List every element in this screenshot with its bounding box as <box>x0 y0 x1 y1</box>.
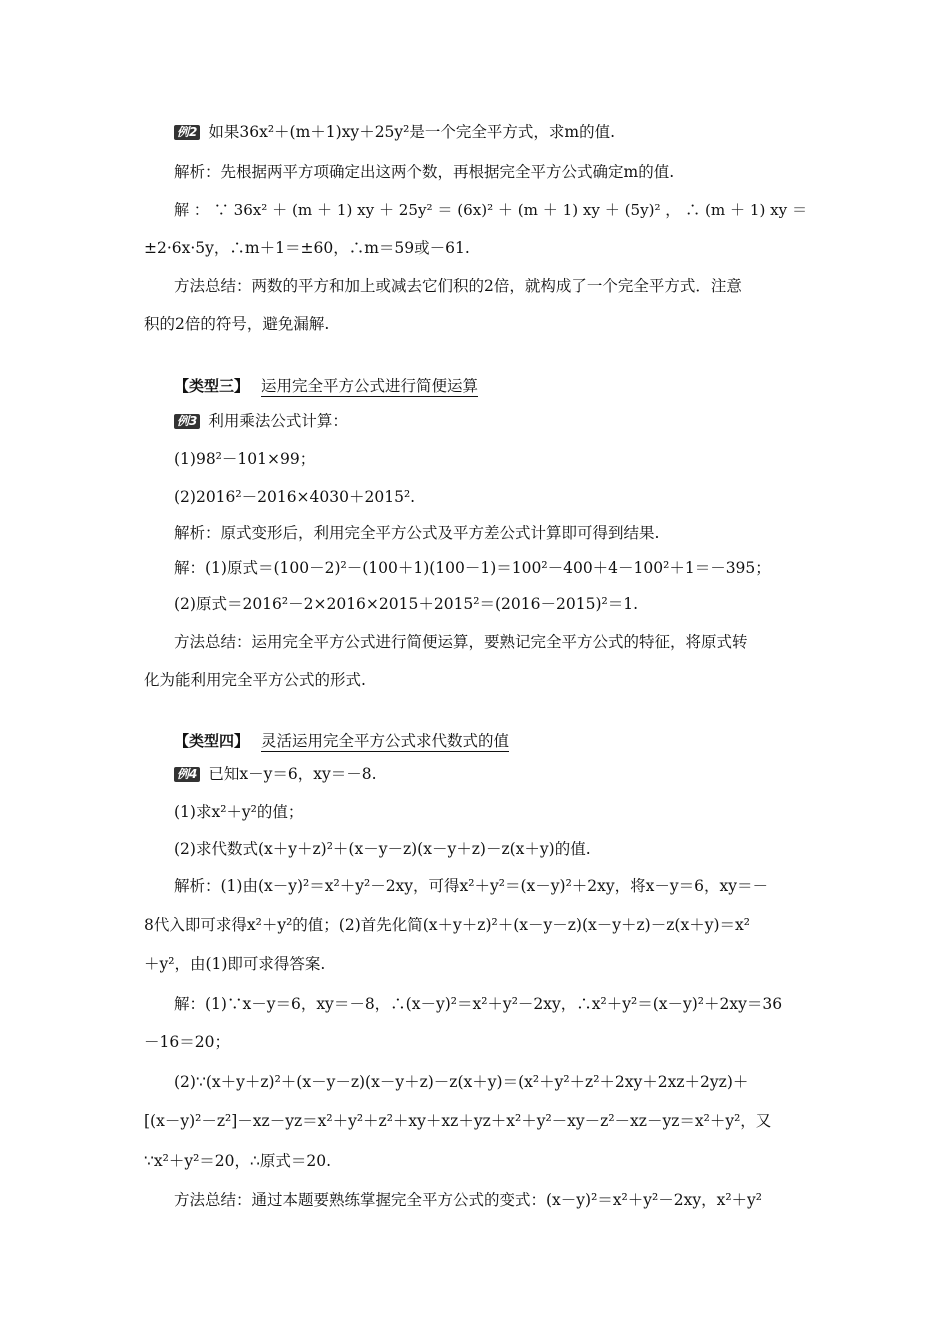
example3-question-line <box>174 411 348 431</box>
example4-analysis-line3: ＋y²，由(1)即可求得答案. <box>144 955 326 973</box>
example2-analysis: 解析：先根据两平方项确定出这两个数，再根据完全平方公式确定m的值. <box>174 163 675 181</box>
example4-item1: (1)求x²＋y²的值； <box>174 803 304 821</box>
example4-summary-line1: 方法总结：通过本题要熟练掌握完全平方公式的变式：(x－y)²＝x²＋y²－2xy，x²＋y² <box>174 1191 763 1209</box>
example3-badge: 例3 <box>174 414 200 429</box>
example2-solution-line2: ±2·6x·5y，∴m＋1＝±60，∴m＝59或－61. <box>144 239 470 257</box>
example4-analysis-line2: 8代入即可求得x²＋y²的值；(2)首先化简(x＋y＋z)²＋(x－y－z)(x－y＋z)－z(x＋y)＝x² <box>144 916 750 934</box>
example2-solution-line1: 解 ： ∵ 36x² ＋ (m ＋ 1) xy ＋ 25y² ＝ (6x)² ＋ (m ＋ 1) xy ＋ (5y)² ， ∴ (m ＋ 1) xy ＝ <box>174 201 808 219</box>
type3-title: 运用完全平方公式进行简便运算 <box>261 377 479 395</box>
example3-analysis: 解析：原式变形后，利用完全平方公式及平方差公式计算即可得到结果. <box>174 524 660 542</box>
example4-solution-line3: (2)∵(x＋y＋z)²＋(x－y－z)(x－y＋z)－z(x＋y)＝(x²＋y²＋z²＋2xy＋2xz＋2yz)＋ <box>174 1073 749 1091</box>
example2-question-line <box>174 122 615 142</box>
example3-item1: (1)98²－101×99； <box>174 450 316 468</box>
example2-summary-line1: 方法总结：两数的平方和加上或减去它们积的2倍，就构成了一个完全平方式．注意 <box>174 277 742 295</box>
example4-question: 已知x－y＝6，xy＝－8. <box>208 765 377 783</box>
example3-solution1: 解：(1)原式＝(100－2)²－(100＋1)(100－1)＝100²－400＋4－100²＋1＝－395； <box>174 559 771 577</box>
example4-item2: (2)求代数式(x＋y＋z)²＋(x－y－z)(x－y＋z)－z(x＋y)的值. <box>174 840 591 858</box>
example4-badge: 例4 <box>174 767 200 782</box>
example4-solution-line4: [(x－y)²－z²]－xz－yz＝x²＋y²＋z²＋xy＋xz＋yz＋x²＋y²－xy－z²－xz－yz＝x²＋y²，又 <box>144 1112 772 1130</box>
example4-question-line <box>174 764 377 784</box>
example3-solution2: (2)原式＝2016²－2×2016×2015＋2015²＝(2016－2015)²＝1. <box>174 595 638 613</box>
type3-heading <box>174 376 478 396</box>
example4-solution-line2: －16＝20； <box>144 1033 230 1051</box>
example4-analysis-line1: 解析：(1)由(x－y)²＝x²＋y²－2xy，可得x²＋y²＝(x－y)²＋2xy，将x－y＝6，xy＝－ <box>174 877 768 895</box>
example2-badge: 例2 <box>174 125 200 140</box>
example3-summary-line2: 化为能利用完全平方公式的形式. <box>144 671 366 689</box>
example4-solution-line5: ∵x²＋y²＝20，∴原式＝20. <box>144 1152 332 1170</box>
type3-tag: 【类型三】 <box>174 377 250 395</box>
type4-heading <box>174 731 509 751</box>
example2-question: 如果36x²＋(m＋1)xy＋25y²是一个完全平方式，求m的值. <box>208 123 616 141</box>
example3-summary-line1: 方法总结：运用完全平方公式进行简便运算，要熟记完全平方公式的特征，将原式转 <box>174 633 748 651</box>
example3-item2: (2)2016²－2016×4030＋2015². <box>174 488 416 506</box>
example4-solution-line1: 解：(1)∵x－y＝6，xy＝－8，∴(x－y)²＝x²＋y²－2xy，∴x²＋y²＝(x－y)²＋2xy＝36 <box>174 995 783 1013</box>
type4-title: 灵活运用完全平方公式求代数式的值 <box>261 732 510 750</box>
type4-tag: 【类型四】 <box>174 732 250 750</box>
example3-question: 利用乘法公式计算： <box>208 412 348 430</box>
example2-summary-line2: 积的2倍的符号，避免漏解. <box>144 315 330 333</box>
